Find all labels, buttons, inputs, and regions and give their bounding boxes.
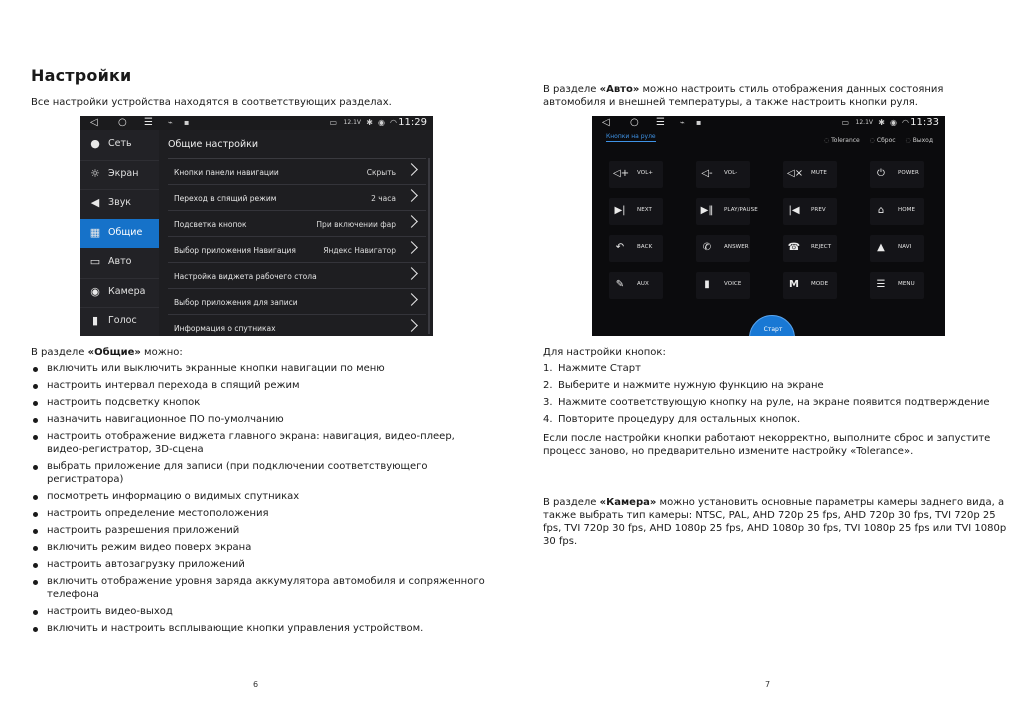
list-item: назначить навигационное ПО по-умолчанию (31, 414, 491, 427)
button-label: HOME (898, 207, 916, 213)
sidebar-item-label: Экран (108, 167, 139, 179)
step-number: 1. (543, 363, 553, 374)
page-number: 7 (765, 680, 771, 689)
button-label: PLAY/PAUSE (724, 207, 758, 213)
setting-label: Подсветка кнопок (174, 220, 247, 229)
setting-row-nav-buttons[interactable] (168, 159, 426, 185)
setting-value: 2 часа (371, 194, 396, 203)
vol-up-button[interactable] (609, 161, 663, 188)
notification-icon: ▪ (184, 118, 190, 127)
button-label: MUTE (811, 170, 828, 176)
chevron-right-icon (405, 293, 418, 306)
phone-reject-icon: ☎ (787, 242, 801, 253)
step-text: Выберите и нажмите нужную функцию на экране (558, 380, 824, 391)
button-label: ANSWER (724, 244, 749, 250)
sidebar-item-network[interactable] (80, 130, 159, 160)
status-bar (592, 116, 945, 130)
intro-text: Все настройки устройства находятся в соответствующих разделах. (31, 97, 392, 108)
list-item: включить или выключить экранные кнопки навигации по меню (31, 363, 491, 376)
list-item: включить и настроить всплывающие кнопки управления устройством. (31, 623, 491, 636)
setting-row-sleep[interactable] (168, 185, 426, 211)
panel-title: Общие настройки (168, 139, 259, 150)
mode-icon: M (789, 279, 799, 290)
setting-row-widget[interactable] (168, 263, 426, 289)
intro-prefix: В разделе (543, 84, 600, 95)
mute-button[interactable] (783, 161, 837, 188)
tolerance-icon: ◌ (823, 137, 830, 144)
wifi-icon: ◠ (390, 118, 397, 127)
location-icon: ◉ (378, 118, 385, 127)
tab-steering-buttons[interactable]: Кнопки на руле (606, 133, 656, 140)
answer-button[interactable] (696, 235, 750, 262)
step-number: 3. (543, 397, 553, 408)
lead-prefix: В разделе (31, 347, 88, 358)
setting-value: При включении фар (316, 220, 396, 229)
sidebar-item-label: Голос (108, 315, 137, 326)
list-item: настроить разрешения приложений (31, 525, 491, 538)
menu-button[interactable] (870, 272, 924, 299)
sidebar-item-camera[interactable] (80, 278, 159, 308)
button-label: VOL- (724, 170, 738, 176)
grid-icon: ▦ (89, 225, 101, 239)
play-pause-icon: ▶‖ (700, 205, 714, 216)
button-label: AUX (637, 281, 649, 287)
voltage-readout: 12.1V (855, 119, 873, 126)
back-icon: ↶ (615, 242, 625, 253)
phone-answer-icon: ✆ (702, 242, 712, 253)
menu-list-icon: ☰ (876, 279, 886, 290)
list-item (543, 397, 1013, 410)
microphone-icon: ▮ (704, 279, 710, 290)
section-name: «Авто» (599, 84, 640, 95)
vol-down-button[interactable] (696, 161, 750, 188)
feature-list (31, 363, 491, 640)
steering-buttons-screenshot (592, 116, 945, 336)
general-section-lead (31, 346, 183, 359)
button-label: VOL+ (637, 170, 654, 176)
next-button[interactable] (609, 198, 663, 225)
battery-icon: ▭ (841, 118, 849, 127)
start-button[interactable] (749, 315, 795, 336)
navigation-arrow-icon: ▲ (877, 242, 885, 253)
sidebar-item-label: Камера (108, 285, 146, 297)
list-item (543, 380, 1013, 393)
list-item: настроить интервал перехода в спящий режим (31, 380, 491, 393)
reset-button[interactable]: Сброс (876, 137, 896, 144)
auto-section-intro (543, 83, 983, 109)
next-track-icon: ▶| (614, 205, 626, 216)
chevron-right-icon (405, 189, 418, 202)
sidebar-item-label: Звук (108, 197, 132, 208)
top-actions (816, 137, 933, 144)
button-label: VOICE (724, 281, 742, 287)
aux-icon: ✎ (615, 279, 625, 290)
speaker-icon: ◀ (90, 196, 100, 209)
car-icon: ▭ (89, 255, 101, 268)
steps-list (543, 363, 1013, 431)
list-item: настроить определение местоположения (31, 508, 491, 521)
notification-icon: ▪ (696, 118, 702, 127)
chevron-right-icon (405, 267, 418, 280)
list-item: настроить автозагрузку приложений (31, 559, 491, 572)
brightness-icon: ☼ (90, 166, 100, 180)
usb-icon: ⌁ (168, 118, 173, 127)
usb-icon: ⌁ (680, 118, 685, 127)
camera-section-text (543, 496, 1013, 548)
mode-button[interactable] (783, 272, 837, 299)
bluetooth-icon: ✱ (366, 118, 373, 127)
button-label: BACK (637, 244, 653, 250)
network-icon: ● (90, 137, 100, 150)
back-icon[interactable]: ◁ (602, 117, 610, 128)
button-label: REJECT (811, 244, 832, 250)
voltage-readout: 12.1V (343, 119, 361, 126)
play-pause-button[interactable] (696, 198, 758, 225)
sidebar-item-label: Сеть (108, 138, 132, 149)
setting-label: Кнопки панели навигации (174, 168, 279, 177)
list-item: настроить подсветку кнопок (31, 397, 491, 410)
chevron-right-icon (405, 319, 418, 332)
chevron-right-icon (405, 163, 418, 176)
list-item: настроить отображение виджета главного экрана: навигация, видео-плеер, видео-регистратор, 3D-сцена (31, 431, 491, 457)
voice-button[interactable] (696, 272, 750, 299)
step-number: 4. (543, 414, 553, 425)
volume-down-icon: ◁- (701, 168, 713, 179)
reject-button[interactable] (783, 235, 837, 262)
button-label: POWER (898, 170, 919, 176)
sidebar-item-sound[interactable] (80, 189, 159, 219)
setting-label: Настройка виджета рабочего стола (174, 272, 317, 281)
clock: 11:33 (910, 117, 939, 128)
list-item: посмотреть информацию о видимых спутниках (31, 491, 491, 504)
back-button[interactable] (609, 235, 663, 262)
step-number: 2. (543, 380, 553, 391)
sidebar-item-screen[interactable] (80, 160, 159, 190)
setting-label: Переход в спящий режим (174, 194, 277, 203)
exit-button[interactable]: Выход (912, 137, 933, 144)
exit-icon: ◌ (905, 137, 911, 144)
prev-button[interactable] (783, 198, 837, 225)
camera-suffix: можно установить основные параметры камеры заднего вида, а также выбрать тип камеры: NTSC, PAL, AHD 720p 25 fps, AHD 720p 30 fps, TVI 720p 25 fps, TVI 720p 30 fps, AHD 1080p 25 fps, AHD 1080p 30 fps, TVI 1080p 25 fps или TVI 1080p 30 fps. (543, 497, 1007, 547)
section-name: «Камера» (599, 497, 657, 508)
sidebar-item-label: Авто (108, 256, 132, 267)
microphone-icon: ▮ (91, 314, 99, 327)
sidebar-item-voice[interactable] (80, 307, 159, 336)
chevron-right-icon (405, 215, 418, 228)
location-icon: ◉ (890, 118, 897, 127)
status-bar (80, 116, 433, 130)
setting-label: Информация о спутниках (174, 324, 276, 333)
camera-prefix: В разделе (543, 497, 600, 508)
reset-icon: ◌ (869, 137, 875, 144)
section-name: «Общие» (87, 347, 141, 358)
power-button[interactable] (870, 161, 924, 188)
camera-icon: ◉ (90, 284, 100, 298)
chevron-right-icon (405, 241, 418, 254)
setting-row-satellites[interactable] (168, 315, 426, 336)
troubleshooting-note: Если после настройки кнопки работают некорректно, выполните сброс и запустите процесс заново, но предварительно измените настройку «Tolerance». (543, 433, 991, 457)
setting-row-navigation-app[interactable] (168, 237, 426, 263)
button-label: NEXT (637, 207, 653, 213)
button-label: MENU (898, 281, 915, 287)
setting-row-recording-app[interactable] (168, 289, 426, 315)
intro-suffix: можно настроить стиль отображения данных состояния автомобиля и внешней температуры, а также настроить кнопки руля. (543, 84, 944, 108)
setting-value: Яндекс Навигатор (323, 246, 396, 255)
scrollbar[interactable] (428, 158, 430, 334)
bluetooth-icon: ✱ (878, 118, 885, 127)
home-icon[interactable]: ○ (118, 117, 127, 128)
setting-value: Скрыть (366, 168, 396, 177)
clock: 11:29 (398, 117, 427, 128)
steps-lead: Для настройки кнопок: (543, 347, 666, 358)
tolerance-button[interactable]: Tolerance (831, 137, 860, 144)
volume-up-icon: ◁+ (613, 168, 630, 179)
list-item: выбрать приложение для записи (при подключении соответствующего регистратора) (31, 461, 491, 487)
setting-label: Выбор приложения для записи (174, 298, 298, 307)
mute-icon: ◁× (787, 168, 804, 179)
home-icon[interactable]: ○ (630, 117, 639, 128)
sidebar-item-general[interactable] (80, 219, 159, 249)
navi-button[interactable] (870, 235, 924, 262)
home-icon: ⌂ (877, 205, 885, 216)
button-label: PREV (811, 207, 826, 213)
battery-icon: ▭ (329, 118, 337, 127)
aux-button[interactable] (609, 272, 663, 299)
list-item: включить режим видео поверх экрана (31, 542, 491, 555)
prev-track-icon: |◀ (788, 205, 800, 216)
wifi-icon: ◠ (902, 118, 909, 127)
step-text: Нажмите Старт (558, 363, 641, 374)
list-item (543, 414, 1013, 427)
settings-sidebar (80, 130, 159, 336)
page-number: 6 (253, 680, 259, 689)
home-button[interactable] (870, 198, 924, 225)
page-title: Настройки (31, 66, 132, 85)
right-page (512, 0, 1024, 724)
list-item (543, 363, 1013, 376)
setting-label: Выбор приложения Навигация (174, 246, 296, 255)
general-settings-screenshot (80, 116, 433, 336)
list-item: включить отображение уровня заряда аккумулятора автомобиля и сопряженного телефона (31, 576, 491, 602)
step-text: Нажмите соответствующую кнопку на руле, на экране появится подтверждение (558, 397, 990, 408)
sidebar-item-label: Общие (108, 226, 143, 238)
menu-icon[interactable]: ☰ (656, 117, 665, 128)
settings-list (168, 158, 426, 336)
back-icon[interactable]: ◁ (90, 117, 98, 128)
list-item: настроить видео-выход (31, 606, 491, 619)
setting-row-backlight[interactable] (168, 211, 426, 237)
lead-suffix: можно: (140, 347, 183, 358)
settings-panel (162, 130, 433, 336)
button-label: MODE (811, 281, 829, 287)
button-label: NAVI (898, 244, 912, 250)
step-text: Повторите процедуру для остальных кнопок. (558, 414, 801, 425)
sidebar-item-auto[interactable] (80, 248, 159, 278)
power-icon: ⏻ (877, 168, 885, 179)
menu-icon[interactable]: ☰ (144, 117, 153, 128)
start-label: Старт (763, 326, 783, 333)
